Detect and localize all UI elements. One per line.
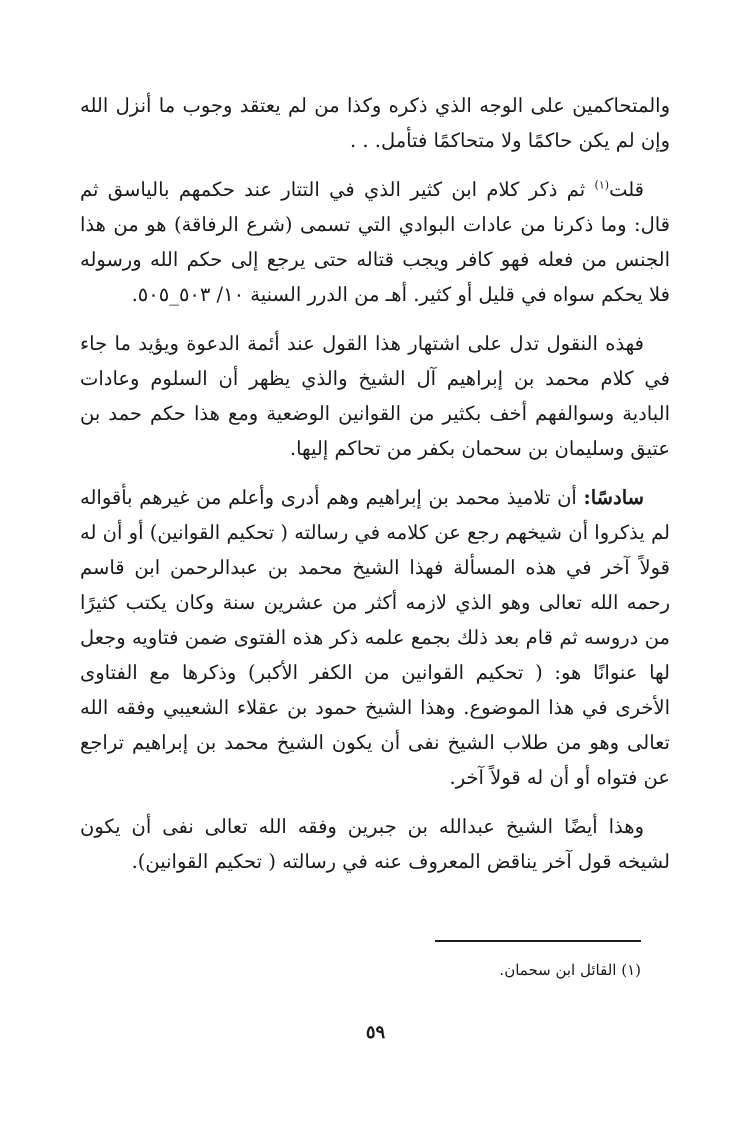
paragraph-2: [80, 172, 670, 312]
paragraph-1-text: والمتحاكمين على الوجه الذي ذكره وكذا من لم يعتقد وجوب ما أنزل الله وإن لم يكن حاكمًا ولا متحاكمًا فتأمل. . .: [80, 94, 670, 152]
page-body: [80, 88, 670, 893]
paragraph-4-lead: سادسًا:: [583, 486, 644, 509]
paragraph-5-text: وهذا أيضًا الشيخ عبدالله بن جبرين وفقه الله تعالى نفى أن يكون لشيخه قول آخر يناقض المعروف عنه في رسالته ( تحكيم القوانين).: [80, 815, 670, 873]
paragraph-4-text: أن تلاميذ محمد بن إبراهيم وهم أدرى وأعلم من غيرهم بأقواله لم يذكروا أن شيخهم رجع عن كلامه في رسالته ( تحكيم القوانين) أو أن له قولاً آخر في هذه المسألة فهذا الشيخ محمد بن عبدالرحمن ابن قاسم رحمه الله تعالى وهو الذي لازمه أكثر من عشرين سنة وكان يكتب كثيرًا من دروسه ثم قام بعد ذلك بجمع علمه ذكر هذه الفتوى ضمن فتاويه وجعل لها عنوانًا هو: ( تحكيم القوانين من الكفر الأكبر) وذكرها مع الفتاوى الأخرى في هذا الموضوع. وهذا الشيخ حمود بن عقلاء الشعيبي وفقه الله تعالى وهو من طلاب الشيخ نفى أن يكون الشيخ محمد بن إبراهيم تراجع عن فتواه أو أن له قولاً آخر.: [80, 486, 670, 789]
paragraph-3: [80, 326, 670, 466]
footnote-text: القائل ابن سحمان.: [499, 961, 617, 979]
paragraph-5: [80, 809, 670, 879]
page-number: ٥٩: [365, 1022, 386, 1043]
paragraph-1: [80, 88, 670, 158]
paragraph-2-lead: قلت: [609, 178, 644, 201]
footnote-divider: [435, 940, 641, 942]
paragraph-4: [80, 480, 670, 795]
paragraph-2-text: ثم ذكر كلام ابن كثير الذي في التتار عند حكمهم بالياسق ثم قال: وما ذكرنا من عادات البوادي التي تسمى (شرع الرفاقة) هو من هذا الجنس من فعله فهو كافر ويجب قتاله حتى يرجع إلى حكم الله ورسوله فلا يحكم سواه في قليل أو كثير. أهـ من الدرر السنية ١٠/ ٥٠٣_٥٠٥.: [80, 178, 670, 306]
footnote-marker: (١): [621, 961, 641, 979]
paragraph-3-text: فهذه النقول تدل على اشتهار هذا القول عند أئمة الدعوة ويؤيد ما جاء في كلام محمد بن إبراهيم آل الشيخ والذي يظهر أن السلوم وعادات البادية وسوالفهم أخف بكثير من القوانين الوضعية ومع هذا حكم حمد بن عتيق وسليمان بن سحمان بكفر من تحاكم إليها.: [80, 332, 670, 460]
footnote-reference: (١): [594, 178, 610, 192]
footnote: [341, 958, 641, 982]
